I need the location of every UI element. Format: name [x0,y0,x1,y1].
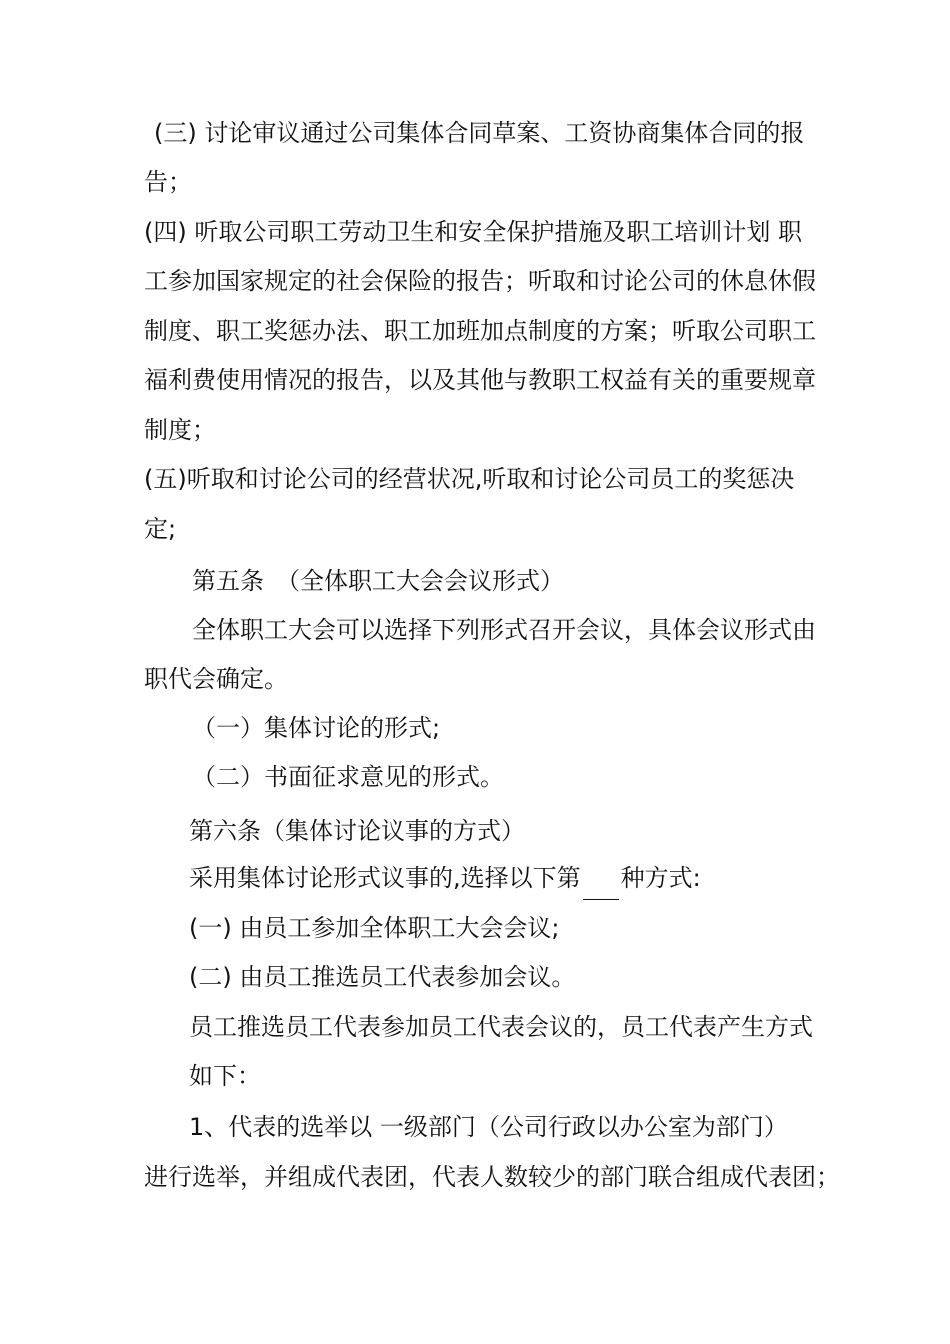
text-line-14: （二）书面征求意见的形式。 [192,763,504,791]
text-line-11: 全体职工大会可以选择下列形式召开会议，具体会议形式由 [192,616,816,644]
text-line-16 [189,861,701,900]
text-line-4: 工参加国家规定的社会保险的报告；听取和讨论公司的休息休假 [144,267,816,295]
article-five-heading: 第五条 （全体职工大会会议形式） [192,567,564,595]
text-line-13: （一）集体讨论的形式; [192,714,441,742]
article-six-heading: 第六条（集体讨论议事的方式） [189,817,525,845]
text-line-22: 进行选举，并组成代表团，代表人数较少的部门联合组成代表团； [144,1163,840,1191]
fill-in-blank [583,873,619,900]
text-line-7: 制度； [144,416,216,444]
text-line-18: (二) 由员工推选员工代表参加会议。 [189,963,576,991]
text-line-19: 员工推选员工代表参加员工代表会议的，员工代表产生方式 [189,1013,813,1041]
text-line-1: (三) 讨论审议通过公司集体合同草案、工资协商集体合同的报 [154,119,805,147]
text-line-16-part-a: 采用集体讨论形式议事的,选择以下第 [189,864,581,892]
text-line-20: 如下： [189,1062,261,1090]
text-line-17: (一) 由员工参加全体职工大会会议; [189,914,560,942]
text-line-6: 福利费使用情况的报告，以及其他与教职工权益有关的重要规章 [144,366,816,394]
text-line-9: 定; [144,515,177,543]
text-line-5: 制度、职工奖惩办法、职工加班加点制度的方案；听取公司职工 [144,317,816,345]
text-line-16-part-b: 种方式: [620,864,701,892]
text-line-3: (四) 听取公司职工劳动卫生和安全保护措施及职工培训计划 职 [144,218,802,246]
text-line-12: 职代会确定。 [144,665,288,693]
text-line-21: 1、代表的选举以 一级部门（公司行政以办公室为部门） [189,1113,788,1141]
text-line-2: 告； [144,168,192,196]
text-line-8: (五)听取和讨论公司的经营状况,听取和讨论公司员工的奖惩决 [144,465,795,493]
